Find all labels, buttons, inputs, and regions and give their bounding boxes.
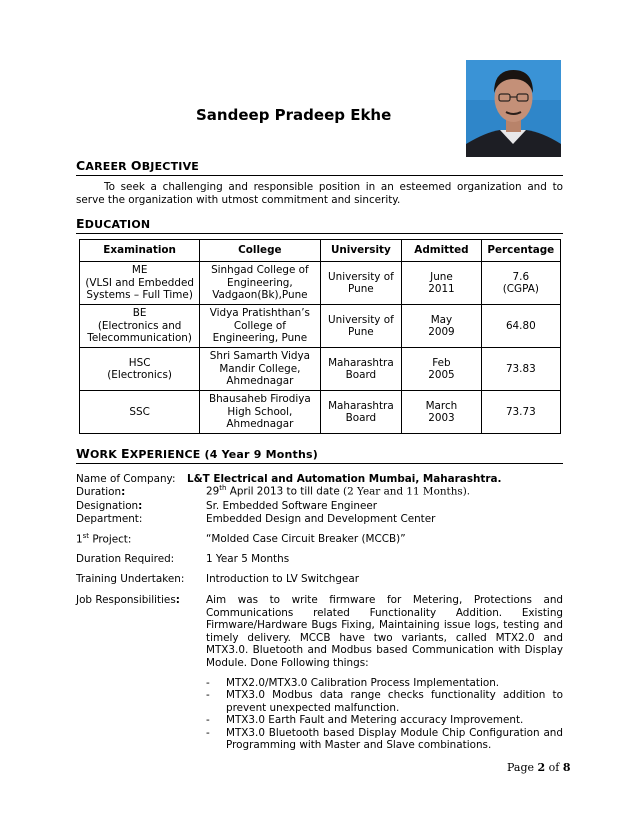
list-item: - MTX3.0 Bluetooth based Display Module Chip Configuration and Programming with Master and Slave combinations. xyxy=(206,727,563,752)
work-experience-heading: WORK EXPERIENCE (4 Year 9 Months) xyxy=(76,446,318,461)
cell-line: Vadgaon(Bk),Pune xyxy=(212,289,308,302)
duration-value: 29th April 2013 to till date (2 Year and 11 Months). xyxy=(206,484,471,498)
table-cell-university xyxy=(320,262,402,305)
cell-line: Shri Samarth Vidya xyxy=(209,350,310,363)
cell-line: HSC xyxy=(128,356,151,369)
cell-line: Ahmednagar xyxy=(226,375,294,388)
cell-line: University of xyxy=(328,270,394,283)
cell-line: Systems – Full Time) xyxy=(86,289,193,302)
cell-line: High School, xyxy=(227,405,293,418)
designation-value: Sr. Embedded Software Engineer xyxy=(206,500,378,512)
cell-line: Mandir College, xyxy=(219,362,301,375)
cell-line: Pune xyxy=(348,326,374,338)
project-label: 1st Project: xyxy=(76,532,132,546)
cell-line: 64.80 xyxy=(505,319,536,332)
cell-line: University of xyxy=(328,313,394,326)
cell-line: SSC xyxy=(129,405,150,418)
career-objective-rule xyxy=(76,175,563,176)
cell-line: Bhausaheb Firodiya xyxy=(208,393,311,406)
career-objective-heading: CAREER OBJECTIVE xyxy=(76,158,200,173)
cell-line: Sinhgad College of xyxy=(211,264,309,277)
responsibilities-label: Job Responsibilities: xyxy=(76,594,180,606)
cell-line: (CGPA) xyxy=(502,283,539,295)
table-cell-college xyxy=(200,262,320,305)
cell-line: 73.83 xyxy=(505,362,536,375)
education-table xyxy=(79,239,561,434)
candidate-name: Sandeep Pradeep Ekhe xyxy=(196,106,392,124)
table-cell-admitted xyxy=(402,348,481,391)
education-rule xyxy=(76,233,563,234)
table-cell-admitted xyxy=(402,391,481,434)
page-number: Page 2 of 8 xyxy=(507,761,571,774)
table-cell-exam xyxy=(80,348,200,391)
cell-line: Board xyxy=(345,369,377,381)
profile-photo xyxy=(466,60,561,157)
table-cell-exam xyxy=(80,262,200,305)
column-header: University xyxy=(320,240,402,262)
list-item: - MTX3.0 Earth Fault and Metering accuracy Improvement. xyxy=(206,714,563,726)
cell-line: (VLSI and Embedded xyxy=(85,276,194,289)
table-cell-percentage xyxy=(481,262,560,305)
cell-line: ME xyxy=(131,264,148,277)
list-item: - MTX3.0 Modbus data range checks functionality addition to prevent unexpected malfunction. xyxy=(206,689,563,714)
cell-line: Maharashtra xyxy=(328,399,394,412)
table-cell-exam xyxy=(80,305,200,348)
cell-line: May xyxy=(430,313,453,326)
department-label: Department: xyxy=(76,513,143,525)
education-table-header xyxy=(80,240,561,262)
table-cell-college xyxy=(200,348,320,391)
table-cell-admitted xyxy=(402,305,481,348)
career-objective-text: To seek a challenging and responsible position in an esteemed organization and to serve the organization with utmost commitment and sincerity. xyxy=(76,181,563,206)
cell-line: Ahmednagar xyxy=(226,418,294,431)
table-row xyxy=(80,391,561,434)
cell-line: BE xyxy=(132,307,147,320)
cell-line: 73.73 xyxy=(505,405,536,418)
cell-line: 2005 xyxy=(428,369,455,381)
column-header: Admitted xyxy=(402,240,481,262)
cell-line: Pune xyxy=(348,283,374,295)
table-cell-university xyxy=(320,348,402,391)
table-cell-exam xyxy=(80,391,200,434)
cell-line: Feb xyxy=(432,356,451,369)
table-cell-university xyxy=(320,391,402,434)
table-cell-percentage xyxy=(481,305,560,348)
company-name: L&T Electrical and Automation Mumbai, Maharashtra. xyxy=(187,473,502,485)
duration-required-label: Duration Required: xyxy=(76,553,175,565)
column-header: Examination xyxy=(80,240,200,262)
table-cell-university xyxy=(320,305,402,348)
responsibilities-text: Aim was to write firmware for Metering, Protections and Communications related Functionality Addition. Existing Firmware/Hardware Bugs Fixing, Maintaining issue logs, testing and timely delivery. MCCB have two variants, called MTX2.0 and MTX3.0. Bluetooth and Modbus based Communication with Display Module. Done Following things: xyxy=(206,594,563,669)
department-value: Embedded Design and Development Center xyxy=(206,513,436,525)
cell-line: Telecommunication) xyxy=(87,332,192,345)
project-value: “Molded Case Circuit Breaker (MCCB)” xyxy=(206,533,406,545)
table-row xyxy=(80,348,561,391)
column-header: College xyxy=(200,240,320,262)
table-row xyxy=(80,305,561,348)
training-label: Training Undertaken: xyxy=(76,573,185,585)
table-row xyxy=(80,262,561,305)
cell-line: College of xyxy=(233,319,286,332)
list-item: - MTX2.0/MTX3.0 Calibration Process Implementation. xyxy=(206,677,563,689)
cell-line: Engineering, Pune xyxy=(212,332,308,345)
cell-line: 7.6 xyxy=(512,270,530,283)
designation-label: Designation: xyxy=(76,500,143,512)
table-cell-percentage xyxy=(481,348,560,391)
column-header: Percentage xyxy=(481,240,560,262)
cell-line: 2011 xyxy=(428,283,455,295)
education-heading: EDUCATION xyxy=(76,216,151,231)
responsibilities-list xyxy=(206,677,563,751)
cell-line: Maharashtra xyxy=(328,356,394,369)
education-table-body xyxy=(80,262,561,434)
table-cell-college xyxy=(200,305,320,348)
profile-photo-image xyxy=(466,60,561,157)
work-experience-rule xyxy=(76,463,563,464)
cell-line: Engineering, xyxy=(227,276,293,289)
table-cell-percentage xyxy=(481,391,560,434)
company-label: Name of Company: xyxy=(76,473,176,485)
cell-line: Vidya Pratishthan’s xyxy=(209,307,310,320)
cell-line: (Electronics and xyxy=(97,319,182,332)
cell-line: 2003 xyxy=(428,412,455,424)
duration-label: Duration: xyxy=(76,486,126,498)
cell-line: June xyxy=(430,270,453,283)
cell-line: Board xyxy=(345,412,377,424)
cell-line: (Electronics) xyxy=(107,369,172,381)
cell-line: 2009 xyxy=(428,326,455,338)
cell-line: March xyxy=(425,399,458,412)
table-cell-college xyxy=(200,391,320,434)
duration-required-value: 1 Year 5 Months xyxy=(206,553,290,565)
table-cell-admitted xyxy=(402,262,481,305)
training-value: Introduction to LV Switchgear xyxy=(206,573,359,585)
